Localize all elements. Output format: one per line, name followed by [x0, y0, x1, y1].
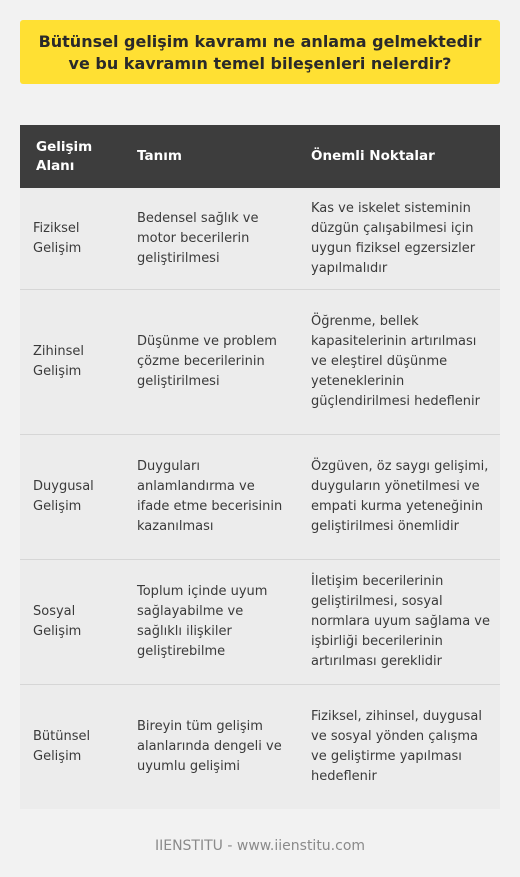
page-title: Bütünsel gelişim kavramı ne anlama gelmektedir ve bu kavramın temel bileşenleri nelerdir? [20, 20, 500, 84]
table-row [20, 290, 500, 435]
cell-definition: Duyguları anlamlandırma ve ifade etme becerisinin kazanılması [121, 435, 295, 560]
footer-credit: IIENSTITU - www.iienstitu.com [154, 838, 366, 854]
cell-notes: Kas ve iskelet sisteminin düzgün çalışabilmesi için uygun fiziksel egzersizler yapılmalıdır [295, 188, 500, 290]
cell-definition: Toplum içinde uyum sağlayabilme ve sağlıklı ilişkiler geliştirebilme [121, 560, 295, 685]
header-area: Gelişim Alanı [20, 125, 121, 188]
cell-area: Duygusal Gelişim [20, 435, 121, 560]
cell-notes: Öğrenme, bellek kapasitelerinin artırılması ve eleştirel düşünme yeteneklerinin güçlendirilmesi hedeflenir [295, 290, 500, 435]
cell-area: Sosyal Gelişim [20, 560, 121, 685]
cell-notes: Özgüven, öz saygı gelişimi, duyguların yönetilmesi ve empati kurma yeteneğinin geliştirilmesi önemlidir [295, 435, 500, 560]
cell-definition: Bireyin tüm gelişim alanlarında dengeli ve uyumlu gelişimi [121, 685, 295, 810]
header-notes: Önemli Noktalar [295, 125, 500, 188]
table-row [20, 188, 500, 290]
table-header-row [20, 125, 500, 188]
cell-notes: Fiziksel, zihinsel, duygusal ve sosyal yönden çalışma ve geliştirme yapılması hedeflenir [295, 685, 500, 810]
table-row [20, 435, 500, 560]
development-table [20, 125, 500, 809]
header-definition: Tanım [121, 125, 295, 188]
table-row [20, 560, 500, 685]
cell-area: Fiziksel Gelişim [20, 188, 121, 290]
cell-area: Bütünsel Gelişim [20, 685, 121, 810]
cell-area: Zihinsel Gelişim [20, 290, 121, 435]
cell-definition: Bedensel sağlık ve motor becerilerin geliştirilmesi [121, 188, 295, 290]
cell-definition: Düşünme ve problem çözme becerilerinin geliştirilmesi [121, 290, 295, 435]
cell-notes: İletişim becerilerinin geliştirilmesi, sosyal normlara uyum sağlama ve işbirliği becerilerinin artırılması gereklidir [295, 560, 500, 685]
table-row [20, 685, 500, 810]
